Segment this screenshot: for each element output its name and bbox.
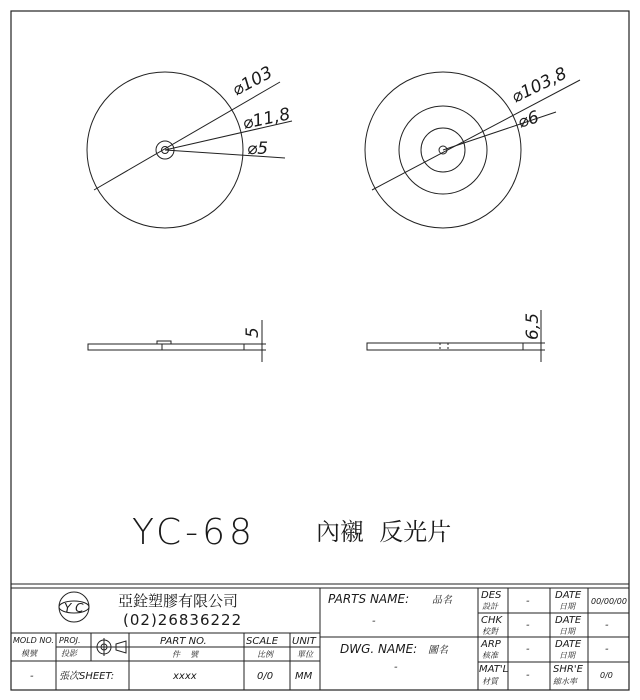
mold-no-value: - xyxy=(30,671,34,682)
shre-label: SHR'E xyxy=(553,664,583,675)
mold-no-label: MOLD NO. xyxy=(13,636,54,645)
dwg-name-label: DWG. NAME: xyxy=(340,642,418,656)
part-no-cn: 件 號 xyxy=(172,650,199,659)
top-right-view xyxy=(365,72,580,228)
leader-line-103 xyxy=(94,82,280,190)
side-plate-left xyxy=(88,344,244,350)
proj-label: PROJ. xyxy=(59,636,81,645)
dim-label-6: ⌀6 xyxy=(515,107,542,133)
side-view-right xyxy=(367,310,545,362)
logo-text: Y C xyxy=(64,601,84,615)
date2-label: DATE xyxy=(555,615,582,626)
des-value: - xyxy=(526,596,530,607)
date1-label: DATE xyxy=(555,590,582,601)
chk-label: CHK xyxy=(481,615,503,626)
date1-value: 00/00/00 xyxy=(591,597,627,606)
dim-label-103-8: ⌀103,8 xyxy=(508,63,571,108)
dwg-name-value: - xyxy=(394,662,398,673)
parts-name-value: - xyxy=(372,616,376,627)
thickness-label-left: 5 xyxy=(243,327,263,338)
drawing-name: 內襯 反光片 xyxy=(316,518,452,546)
dim-label-11-8: ⌀11,8 xyxy=(240,104,293,134)
proj-cn: 投影 xyxy=(61,649,77,658)
date3-value: - xyxy=(605,644,609,655)
leader-line-103-8 xyxy=(372,80,580,190)
parts-name-label: PARTS NAME: xyxy=(328,592,410,606)
matl-value: - xyxy=(526,670,530,681)
dim-label-5: ⌀5 xyxy=(247,139,269,159)
shre-value: 0/0 xyxy=(600,671,613,680)
matl-label: MAT'L xyxy=(479,664,509,675)
date1-cn: 日期 xyxy=(559,602,575,611)
des-label: DES xyxy=(481,590,502,601)
date2-cn: 日期 xyxy=(559,627,575,636)
date2-value: - xyxy=(605,620,609,631)
chk-cn: 校對 xyxy=(482,627,498,636)
side-boss-left xyxy=(157,341,171,344)
leader-line-6 xyxy=(443,112,556,150)
unit-cn: 單位 xyxy=(297,650,313,659)
company-name: 亞銓塑膠有限公司 xyxy=(118,592,239,610)
side-plate-right xyxy=(367,343,523,350)
arp-cn: 核准 xyxy=(482,651,498,660)
part-no-label: PART NO. xyxy=(160,636,207,647)
drawing-code: YC-68 xyxy=(132,512,256,553)
sheet-label: 張次SHEET: xyxy=(59,671,115,682)
scale-cn: 比例 xyxy=(257,650,273,659)
unit-value: MM xyxy=(295,671,313,682)
dim-label-103: ⌀103 xyxy=(228,62,277,101)
scale-value: 0/0 xyxy=(257,671,274,682)
scale-label: SCALE xyxy=(246,636,279,647)
parts-name-cn: 品名 xyxy=(432,595,452,606)
mold-no-cn: 模號 xyxy=(21,649,37,658)
company-phone: (02)26836222 xyxy=(123,611,243,629)
dwg-name-cn: 圖名 xyxy=(428,645,448,656)
date3-cn: 日期 xyxy=(559,651,575,660)
part-no-value: xxxx xyxy=(173,671,197,682)
unit-label: UNIT xyxy=(292,636,316,647)
thickness-label-right: 6,5 xyxy=(523,312,543,340)
des-cn: 設計 xyxy=(482,602,498,611)
chk-value: - xyxy=(526,620,530,631)
arp-value: - xyxy=(526,644,530,655)
date3-label: DATE xyxy=(555,639,582,650)
matl-cn: 材質 xyxy=(482,677,498,686)
shre-cn: 縮水率 xyxy=(553,677,577,686)
arp-label: ARP xyxy=(481,639,501,650)
side-view-left xyxy=(88,320,266,362)
